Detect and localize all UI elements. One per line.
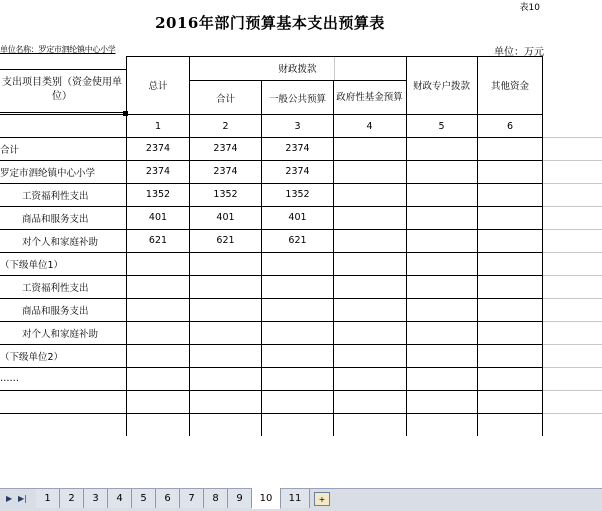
column-number: 4 (366, 120, 373, 132)
header-fiscal-group[interactable]: 财政拨款 (278, 64, 317, 75)
row-label[interactable]: …… (0, 373, 19, 384)
currency-unit-label: 单位：万元 (494, 47, 544, 58)
table-cell-c1[interactable]: 621 (148, 235, 168, 246)
unit-name-label: 单位名称：罗定市泗纶镇中心小学 (0, 45, 116, 54)
column-number: 6 (506, 120, 514, 132)
table-cell-c2[interactable]: 2374 (213, 166, 238, 177)
table-cell-c3[interactable] (262, 390, 333, 413)
table-cell-c2[interactable] (190, 413, 261, 436)
sheet-tab[interactable]: 2 (60, 489, 84, 508)
page-title: 2016年部门预算基本支出预算表 (155, 14, 385, 32)
table-cell-c3[interactable]: 2374 (285, 143, 310, 154)
table-cell-c1[interactable] (127, 275, 189, 298)
row-label[interactable] (0, 413, 124, 436)
table-cell-c3[interactable] (262, 252, 333, 275)
table-cell-c3[interactable]: 401 (288, 212, 307, 223)
table-cell-c2[interactable]: 1352 (213, 189, 238, 200)
sheet-tab[interactable]: 1 (36, 489, 60, 508)
table-cell-c2[interactable] (190, 298, 261, 321)
column-number: 1 (154, 120, 162, 132)
header-category[interactable]: 支出项目类别（资金使用单位） (2, 77, 122, 102)
selection-fill-handle[interactable] (123, 111, 128, 116)
table-cell-c3[interactable]: 2374 (285, 166, 310, 177)
header-general-budget[interactable]: 一般公共预算 (268, 93, 326, 105)
sheet-tab[interactable]: 10 (252, 488, 281, 509)
table-cell-c1[interactable] (127, 413, 189, 436)
table-cell-c1[interactable] (127, 367, 189, 390)
sheet-tab[interactable]: 9 (228, 489, 252, 508)
sheet-tab[interactable]: 5 (132, 489, 156, 508)
sheet-tab-bar (0, 488, 602, 511)
table-cell-c1[interactable]: 2374 (145, 166, 171, 177)
table-cell-c2[interactable] (190, 252, 261, 275)
table-cell-c3[interactable]: 621 (288, 235, 307, 246)
table-cell-c3[interactable] (262, 321, 333, 344)
sheet-tab[interactable]: 8 (204, 489, 228, 508)
table-cell-c2[interactable]: 2374 (213, 143, 238, 154)
table-cell-c2[interactable]: 621 (216, 235, 235, 246)
sheet-tab[interactable]: 7 (180, 489, 204, 508)
row-label[interactable]: （下级单位1） (0, 259, 64, 271)
header-subtotal[interactable]: 合计 (215, 93, 235, 105)
table-number: 表10 (519, 3, 540, 13)
sheet-tab[interactable]: 11 (281, 489, 310, 508)
table-cell-c2[interactable] (190, 321, 261, 344)
table-cell-c2[interactable]: 401 (216, 212, 235, 223)
header-total[interactable]: 总计 (148, 81, 168, 92)
insert-sheet-icon[interactable]: + (314, 492, 330, 506)
row-label[interactable]: 工资福利性支出 (22, 282, 89, 294)
table-cell-c3[interactable] (262, 275, 333, 298)
table-cell-c1[interactable] (127, 298, 189, 321)
table-cell-c2[interactable] (190, 275, 261, 298)
header-gov-fund[interactable]: 政府性基金预算 (336, 91, 403, 103)
sheet-tab[interactable]: 3 (84, 489, 108, 508)
row-label[interactable]: 商品和服务支出 (22, 213, 89, 225)
table-cell-c2[interactable] (190, 367, 261, 390)
table-cell-c1[interactable] (127, 321, 189, 344)
sheet-tab[interactable]: 6 (156, 489, 180, 508)
header-special-account[interactable]: 财政专户拨款 (412, 81, 470, 92)
column-number: 2 (222, 120, 229, 132)
table-cell-c2[interactable] (190, 390, 261, 413)
table-cell-c1[interactable] (127, 344, 189, 367)
table-cell-c1[interactable]: 1352 (145, 189, 171, 200)
row-label[interactable] (0, 390, 124, 413)
row-label[interactable]: 罗定市泗纶镇中心小学 (0, 167, 96, 179)
table-cell-c1[interactable] (127, 252, 189, 275)
row-label[interactable]: 对个人和家庭补助 (22, 236, 99, 248)
table-cell-c3[interactable] (262, 413, 333, 436)
row-label[interactable]: 合计 (0, 144, 20, 156)
table-cell-c1[interactable] (127, 390, 189, 413)
column-number: 3 (294, 120, 301, 132)
first-sheet-icon[interactable]: ▶ (6, 494, 13, 503)
last-sheet-icon[interactable]: ▶| (18, 494, 27, 503)
table-cell-c3[interactable] (262, 298, 333, 321)
column-number: 5 (438, 120, 445, 132)
row-label[interactable]: 商品和服务支出 (22, 305, 89, 317)
table-cell-c3[interactable] (262, 344, 333, 367)
header-other-funds[interactable]: 其他资金 (490, 81, 529, 92)
table-cell-c1[interactable]: 2374 (145, 143, 171, 154)
row-label[interactable]: （下级单位2） (0, 351, 64, 363)
row-label[interactable]: 对个人和家庭补助 (22, 328, 99, 340)
table-cell-c3[interactable] (262, 367, 333, 390)
sheet-tab[interactable]: 4 (108, 489, 132, 508)
table-cell-c1[interactable]: 401 (148, 212, 168, 223)
table-cell-c2[interactable] (190, 344, 261, 367)
row-label[interactable]: 工资福利性支出 (22, 190, 89, 202)
table-cell-c3[interactable]: 1352 (285, 189, 310, 200)
